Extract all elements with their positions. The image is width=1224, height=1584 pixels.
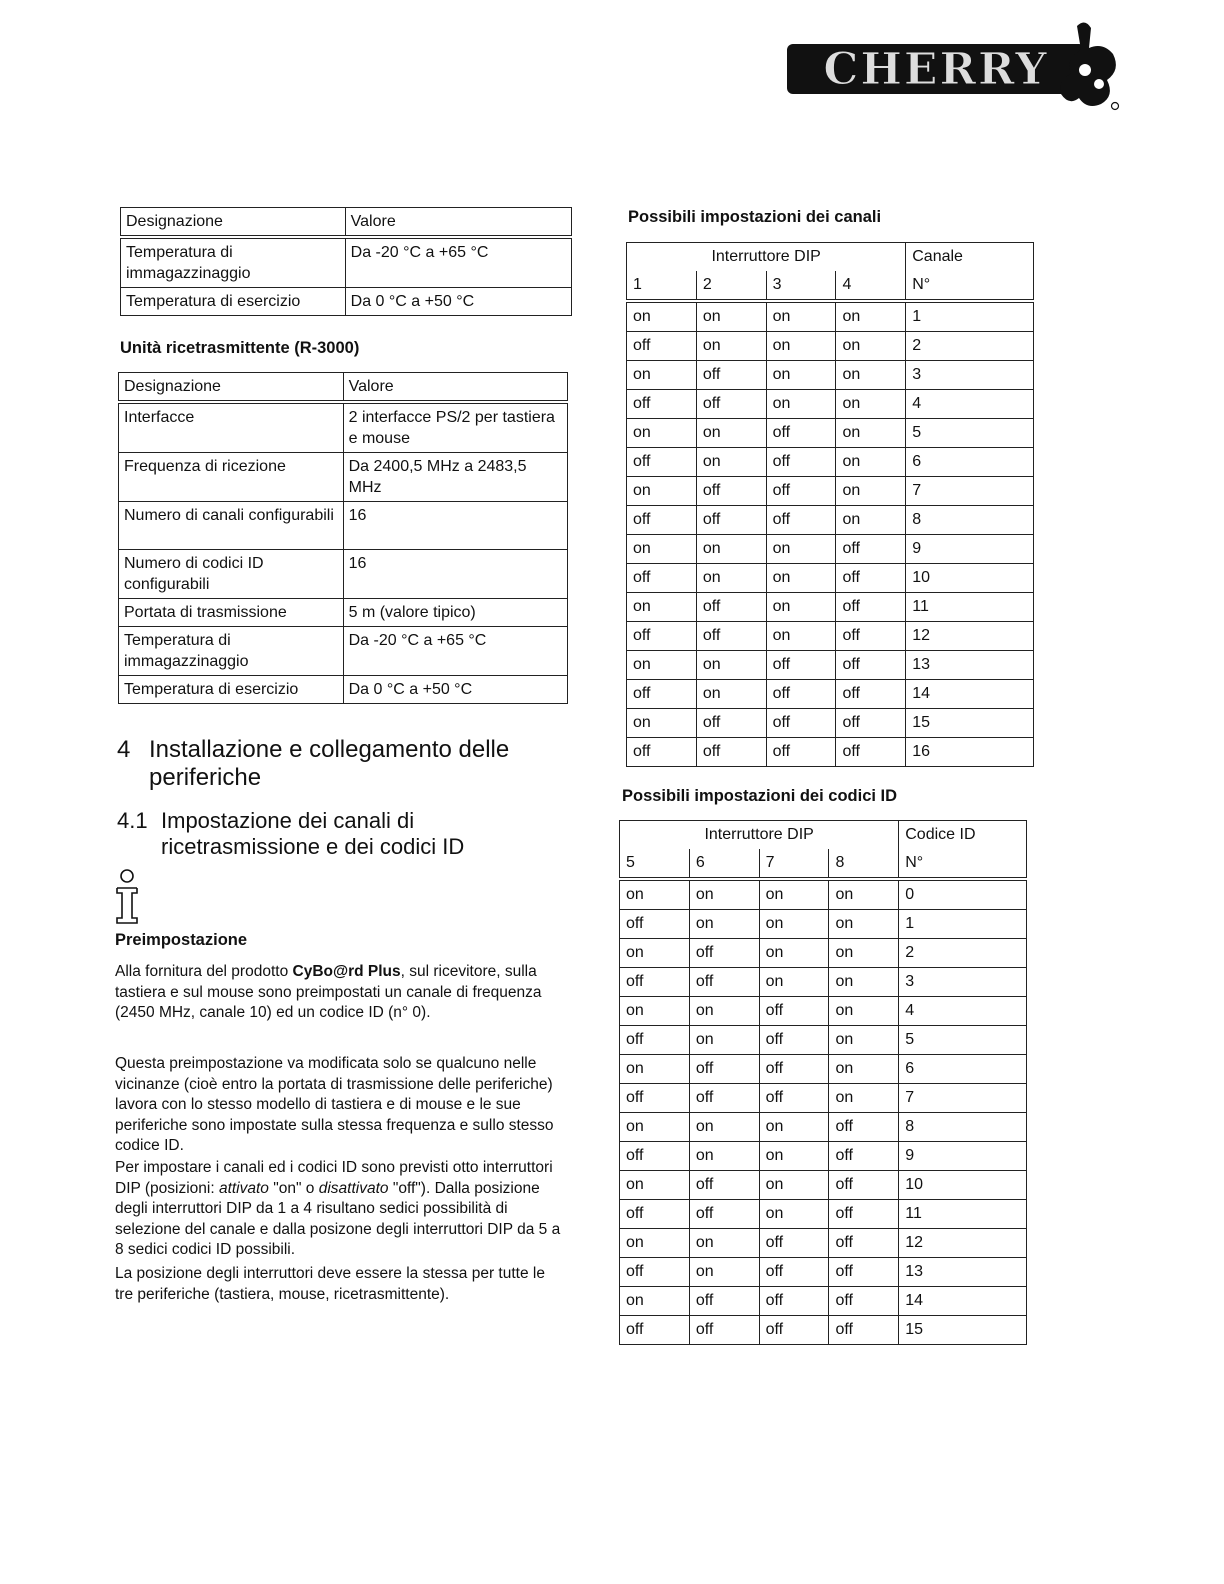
switch-state-cell: off [696,506,766,535]
switch-state-cell: off [620,1200,690,1229]
switch-state-cell: off [689,1200,759,1229]
result-number-cell: 0 [899,879,1027,910]
switch-state-cell: off [829,1316,899,1345]
result-number-cell: 1 [899,910,1027,939]
switch-state-cell: on [836,477,906,506]
table-row [627,680,1034,709]
switch-state-cell: off [766,738,836,767]
switch-state-cell: on [759,968,829,997]
switch-state-cell: off [829,1171,899,1200]
result-number-cell: 14 [906,680,1034,709]
result-number-cell: 2 [899,939,1027,968]
cell: Da 0 °C a +50 °C [345,288,571,316]
product-name: CyBo@rd Plus [292,963,401,980]
result-number-cell: 11 [899,1200,1027,1229]
result-number-cell: 6 [906,448,1034,477]
switch-state-cell: off [836,564,906,593]
switch-state-cell: off [620,1316,690,1345]
cell: Temperatura di immagazzinaggio [121,237,346,288]
text: "off"). Dalla posizione degli interruttori DIP da 1 a 4 risultano sedici possibilità di selezione del canale e dalla posizone degli interruttori DIP da 5 a 8 sedici codici ID possibili. [115,1179,561,1258]
switch-state-cell: on [759,1113,829,1142]
subsection-title: Impostazione dei canali di ricetrasmissione e dei codici ID [161,808,465,859]
result-number-cell: 7 [906,477,1034,506]
switch-state-cell: off [759,1316,829,1345]
switch-state-cell: off [689,1316,759,1345]
section-4-heading [117,736,537,792]
switch-state-cell: on [766,622,836,651]
table-row [627,448,1034,477]
switch-state-cell: on [627,593,697,622]
table-row [620,1316,1027,1345]
table-row [627,622,1034,651]
switch-state-cell: off [759,1229,829,1258]
header-designazione: Designazione [119,373,344,403]
dip-switch-group-header: Interruttore DIP [620,821,899,850]
switch-state-cell: off [620,968,690,997]
table-row [627,419,1034,448]
section-number: 4 [117,736,131,763]
switch-state-cell: on [766,301,836,332]
switch-state-cell: off [696,709,766,738]
switch-state-cell: off [829,1258,899,1287]
result-number-cell: 4 [899,997,1027,1026]
switch-state-cell: off [836,709,906,738]
table-row [627,593,1034,622]
transceiver-title: Unità ricetrasmittente (R-3000) [120,339,360,357]
cell: 16 [343,502,567,550]
result-number-cell: 13 [906,651,1034,680]
switch-state-cell: on [696,680,766,709]
switch-state-cell: off [627,390,697,419]
table-row [627,301,1034,332]
table-row [620,1113,1027,1142]
text: Alla fornitura del prodotto [115,963,293,980]
switch-state-cell: on [696,651,766,680]
cell: 16 [343,550,567,599]
section-title: Installazione e collegamento delle periferiche [149,736,510,791]
table-row [627,709,1034,738]
switch-number: 1 [627,271,697,301]
switch-state-cell: off [627,738,697,767]
switch-state-cell: on [836,448,906,477]
cell: Da 0 °C a +50 °C [343,676,567,704]
switch-state-cell: off [689,1055,759,1084]
text-italic: attivato [218,1179,269,1197]
switch-state-cell: on [766,390,836,419]
preset-paragraph-4 [115,1264,563,1305]
number-header: N° [899,849,1027,879]
table-row [620,1084,1027,1113]
switch-state-cell: on [836,332,906,361]
cell: Da -20 °C a +65 °C [343,627,567,676]
switch-state-cell: off [836,651,906,680]
text: Per impostare i canali ed i codici ID sono previsti otto interruttori DIP (posizioni: [115,1159,553,1197]
switch-state-cell: on [627,535,697,564]
switch-state-cell: off [627,448,697,477]
preset-paragraph-1 [115,962,545,1024]
switch-state-cell: on [689,1229,759,1258]
switch-state-cell: off [627,680,697,709]
number-header: N° [906,271,1034,301]
switch-state-cell: on [689,1113,759,1142]
switch-state-cell: off [836,593,906,622]
table-row [627,506,1034,535]
channels-title: Possibili impostazioni dei canali [628,208,882,226]
idcodes-table [619,820,1027,1345]
switch-state-cell: off [766,651,836,680]
table-row [620,1055,1027,1084]
switch-state-cell: on [759,1171,829,1200]
switch-state-cell: on [689,910,759,939]
switch-state-cell: off [829,1142,899,1171]
transceiver-table [118,372,568,704]
result-number-cell: 11 [906,593,1034,622]
result-number-cell: 1 [906,301,1034,332]
table-row [627,651,1034,680]
switch-number: 3 [766,271,836,301]
switch-state-cell: on [836,390,906,419]
switch-state-cell: off [766,506,836,535]
table-row [627,738,1034,767]
table-row [620,910,1027,939]
switch-state-cell: on [620,1055,690,1084]
switch-state-cell: off [766,419,836,448]
switch-state-cell: off [689,968,759,997]
switch-state-cell: on [836,361,906,390]
switch-state-cell: on [627,301,697,332]
channel-header: Canale [906,243,1034,272]
switch-state-cell: on [696,332,766,361]
result-number-cell: 5 [906,419,1034,448]
switch-state-cell: off [759,997,829,1026]
text: "on" o [268,1179,319,1197]
result-number-cell: 9 [906,535,1034,564]
switch-state-cell: off [696,390,766,419]
channels-table [626,242,1034,767]
switch-state-cell: off [620,910,690,939]
switch-state-cell: off [836,622,906,651]
spec-table-top [120,207,572,316]
switch-state-cell: off [620,1084,690,1113]
table-row [627,564,1034,593]
switch-state-cell: on [689,1026,759,1055]
table-row [627,477,1034,506]
header-designazione: Designazione [121,208,346,238]
switch-state-cell: off [696,477,766,506]
switch-state-cell: on [829,997,899,1026]
switch-state-cell: on [696,301,766,332]
switch-state-cell: off [766,448,836,477]
switch-state-cell: on [766,535,836,564]
header-valore: Valore [343,373,567,403]
switch-state-cell: off [759,1084,829,1113]
dip-switch-group-header: Interruttore DIP [627,243,906,272]
switch-number: 7 [759,849,829,879]
switch-state-cell: on [829,968,899,997]
switch-state-cell: on [759,910,829,939]
switch-state-cell: off [620,1026,690,1055]
switch-state-cell: on [836,506,906,535]
switch-state-cell: off [766,477,836,506]
table-row [620,1142,1027,1171]
switch-state-cell: off [689,1084,759,1113]
switch-state-cell: on [620,1229,690,1258]
switch-state-cell: on [620,879,690,910]
table-row [620,939,1027,968]
result-number-cell: 12 [906,622,1034,651]
switch-state-cell: off [620,1258,690,1287]
switch-state-cell: on [759,879,829,910]
switch-state-cell: on [689,1142,759,1171]
switch-state-cell: off [759,1258,829,1287]
cell: Da 2400,5 MHz a 2483,5 MHz [343,453,567,502]
switch-number: 6 [689,849,759,879]
switch-state-cell: off [759,1026,829,1055]
switch-state-cell: on [620,1171,690,1200]
switch-state-cell: on [829,1084,899,1113]
table-row [627,390,1034,419]
table-row [627,332,1034,361]
table-row [620,1200,1027,1229]
result-number-cell: 2 [906,332,1034,361]
switch-state-cell: on [829,939,899,968]
info-icon [114,868,144,931]
result-number-cell: 5 [899,1026,1027,1055]
switch-state-cell: on [689,1258,759,1287]
cell: Numero di codici ID configurabili [119,550,344,599]
table-row [620,879,1027,910]
switch-state-cell: on [829,1055,899,1084]
switch-state-cell: off [689,939,759,968]
text: , sul ricevitore, sulla tastiera e sul mouse sono preimpostati un canale di frequenza (2450 MHz, canale 10) ed un codice ID (n° 0). [115,963,542,1021]
table-row [620,968,1027,997]
switch-state-cell: off [759,1055,829,1084]
result-number-cell: 10 [899,1171,1027,1200]
result-number-cell: 3 [899,968,1027,997]
logo-text: CHERRY [823,44,1049,95]
switch-state-cell: on [836,301,906,332]
switch-state-cell: off [836,680,906,709]
switch-state-cell: on [689,997,759,1026]
preset-paragraph-2 [115,1054,563,1157]
switch-state-cell: on [766,361,836,390]
result-number-cell: 16 [906,738,1034,767]
table-row [620,1171,1027,1200]
switch-state-cell: on [620,939,690,968]
table-row [627,361,1034,390]
switch-state-cell: on [836,419,906,448]
result-number-cell: 15 [899,1316,1027,1345]
text-italic: disattivato [318,1179,389,1197]
cell: Temperatura di esercizio [121,288,346,316]
switch-state-cell: off [829,1229,899,1258]
result-number-cell: 3 [906,361,1034,390]
switch-state-cell: off [627,332,697,361]
table-row [620,997,1027,1026]
section-4-1-heading [117,808,517,860]
result-number-cell: 8 [899,1113,1027,1142]
switch-number: 2 [696,271,766,301]
switch-state-cell: on [627,709,697,738]
switch-state-cell: off [696,738,766,767]
switch-state-cell: off [627,506,697,535]
cell: 5 m (valore tipico) [343,599,567,627]
text: La posizione degli interruttori deve essere la stessa per tutte le tre periferiche (tastiera, mouse, ricetrasmittente). [115,1265,545,1303]
switch-state-cell: off [689,1171,759,1200]
switch-state-cell: off [829,1287,899,1316]
result-number-cell: 15 [906,709,1034,738]
subsection-number: 4.1 [117,808,148,833]
result-number-cell: 9 [899,1142,1027,1171]
switch-state-cell: on [620,997,690,1026]
result-number-cell: 13 [899,1258,1027,1287]
switch-state-cell: on [620,1113,690,1142]
switch-state-cell: on [696,419,766,448]
result-number-cell: 4 [906,390,1034,419]
cell: Numero di canali configurabili [119,502,344,550]
switch-state-cell: off [759,1287,829,1316]
switch-state-cell: on [766,332,836,361]
id-code-header: Codice ID [899,821,1027,850]
result-number-cell: 10 [906,564,1034,593]
switch-number: 4 [836,271,906,301]
cell: Interfacce [119,402,344,453]
result-number-cell: 7 [899,1084,1027,1113]
result-number-cell: 14 [899,1287,1027,1316]
switch-state-cell: on [766,593,836,622]
switch-state-cell: off [620,1142,690,1171]
table-row [620,1229,1027,1258]
switch-state-cell: on [689,879,759,910]
switch-state-cell: off [696,361,766,390]
cell: Temperatura di immagazzinaggio [119,627,344,676]
preset-paragraph-3 [115,1158,563,1261]
header-valore: Valore [345,208,571,238]
switch-state-cell: on [627,477,697,506]
table-row [620,1287,1027,1316]
switch-state-cell: on [829,1026,899,1055]
cell: Da -20 °C a +65 °C [345,237,571,288]
switch-state-cell: on [829,879,899,910]
switch-state-cell: off [829,1200,899,1229]
switch-state-cell: off [696,622,766,651]
switch-state-cell: off [689,1287,759,1316]
switch-state-cell: on [829,910,899,939]
switch-state-cell: on [627,419,697,448]
switch-state-cell: off [766,680,836,709]
switch-state-cell: on [627,651,697,680]
switch-number: 8 [829,849,899,879]
switch-state-cell: off [696,593,766,622]
switch-state-cell: on [696,535,766,564]
switch-state-cell: off [836,535,906,564]
cell: Temperatura di esercizio [119,676,344,704]
table-row [620,1026,1027,1055]
result-number-cell: 8 [906,506,1034,535]
switch-state-cell: on [759,1200,829,1229]
switch-state-cell: on [759,939,829,968]
table-row [620,1258,1027,1287]
switch-state-cell: on [696,564,766,593]
switch-number: 5 [620,849,690,879]
preset-title: Preimpostazione [115,931,248,949]
switch-state-cell: off [829,1113,899,1142]
switch-state-cell: on [696,448,766,477]
table-row [627,535,1034,564]
result-number-cell: 12 [899,1229,1027,1258]
cell: 2 interfacce PS/2 per tastiera e mouse [343,402,567,453]
switch-state-cell: on [620,1287,690,1316]
idcodes-title: Possibili impostazioni dei codici ID [622,787,898,805]
switch-state-cell: off [766,709,836,738]
cherry-logo [785,18,1125,114]
cell: Frequenza di ricezione [119,453,344,502]
switch-state-cell: off [627,622,697,651]
result-number-cell: 6 [899,1055,1027,1084]
switch-state-cell: off [836,738,906,767]
text: Questa preimpostazione va modificata solo se qualcuno nelle vicinanze (cioè entro la portata di trasmissione delle periferiche) lavora con lo stesso modello di tastiera e di mouse e le sue periferiche sono impostate sulla stessa frequenza e sullo stesso codice ID. [115,1055,554,1154]
switch-state-cell: on [766,564,836,593]
switch-state-cell: on [627,361,697,390]
switch-state-cell: on [759,1142,829,1171]
switch-state-cell: off [627,564,697,593]
cell: Portata di trasmissione [119,599,344,627]
